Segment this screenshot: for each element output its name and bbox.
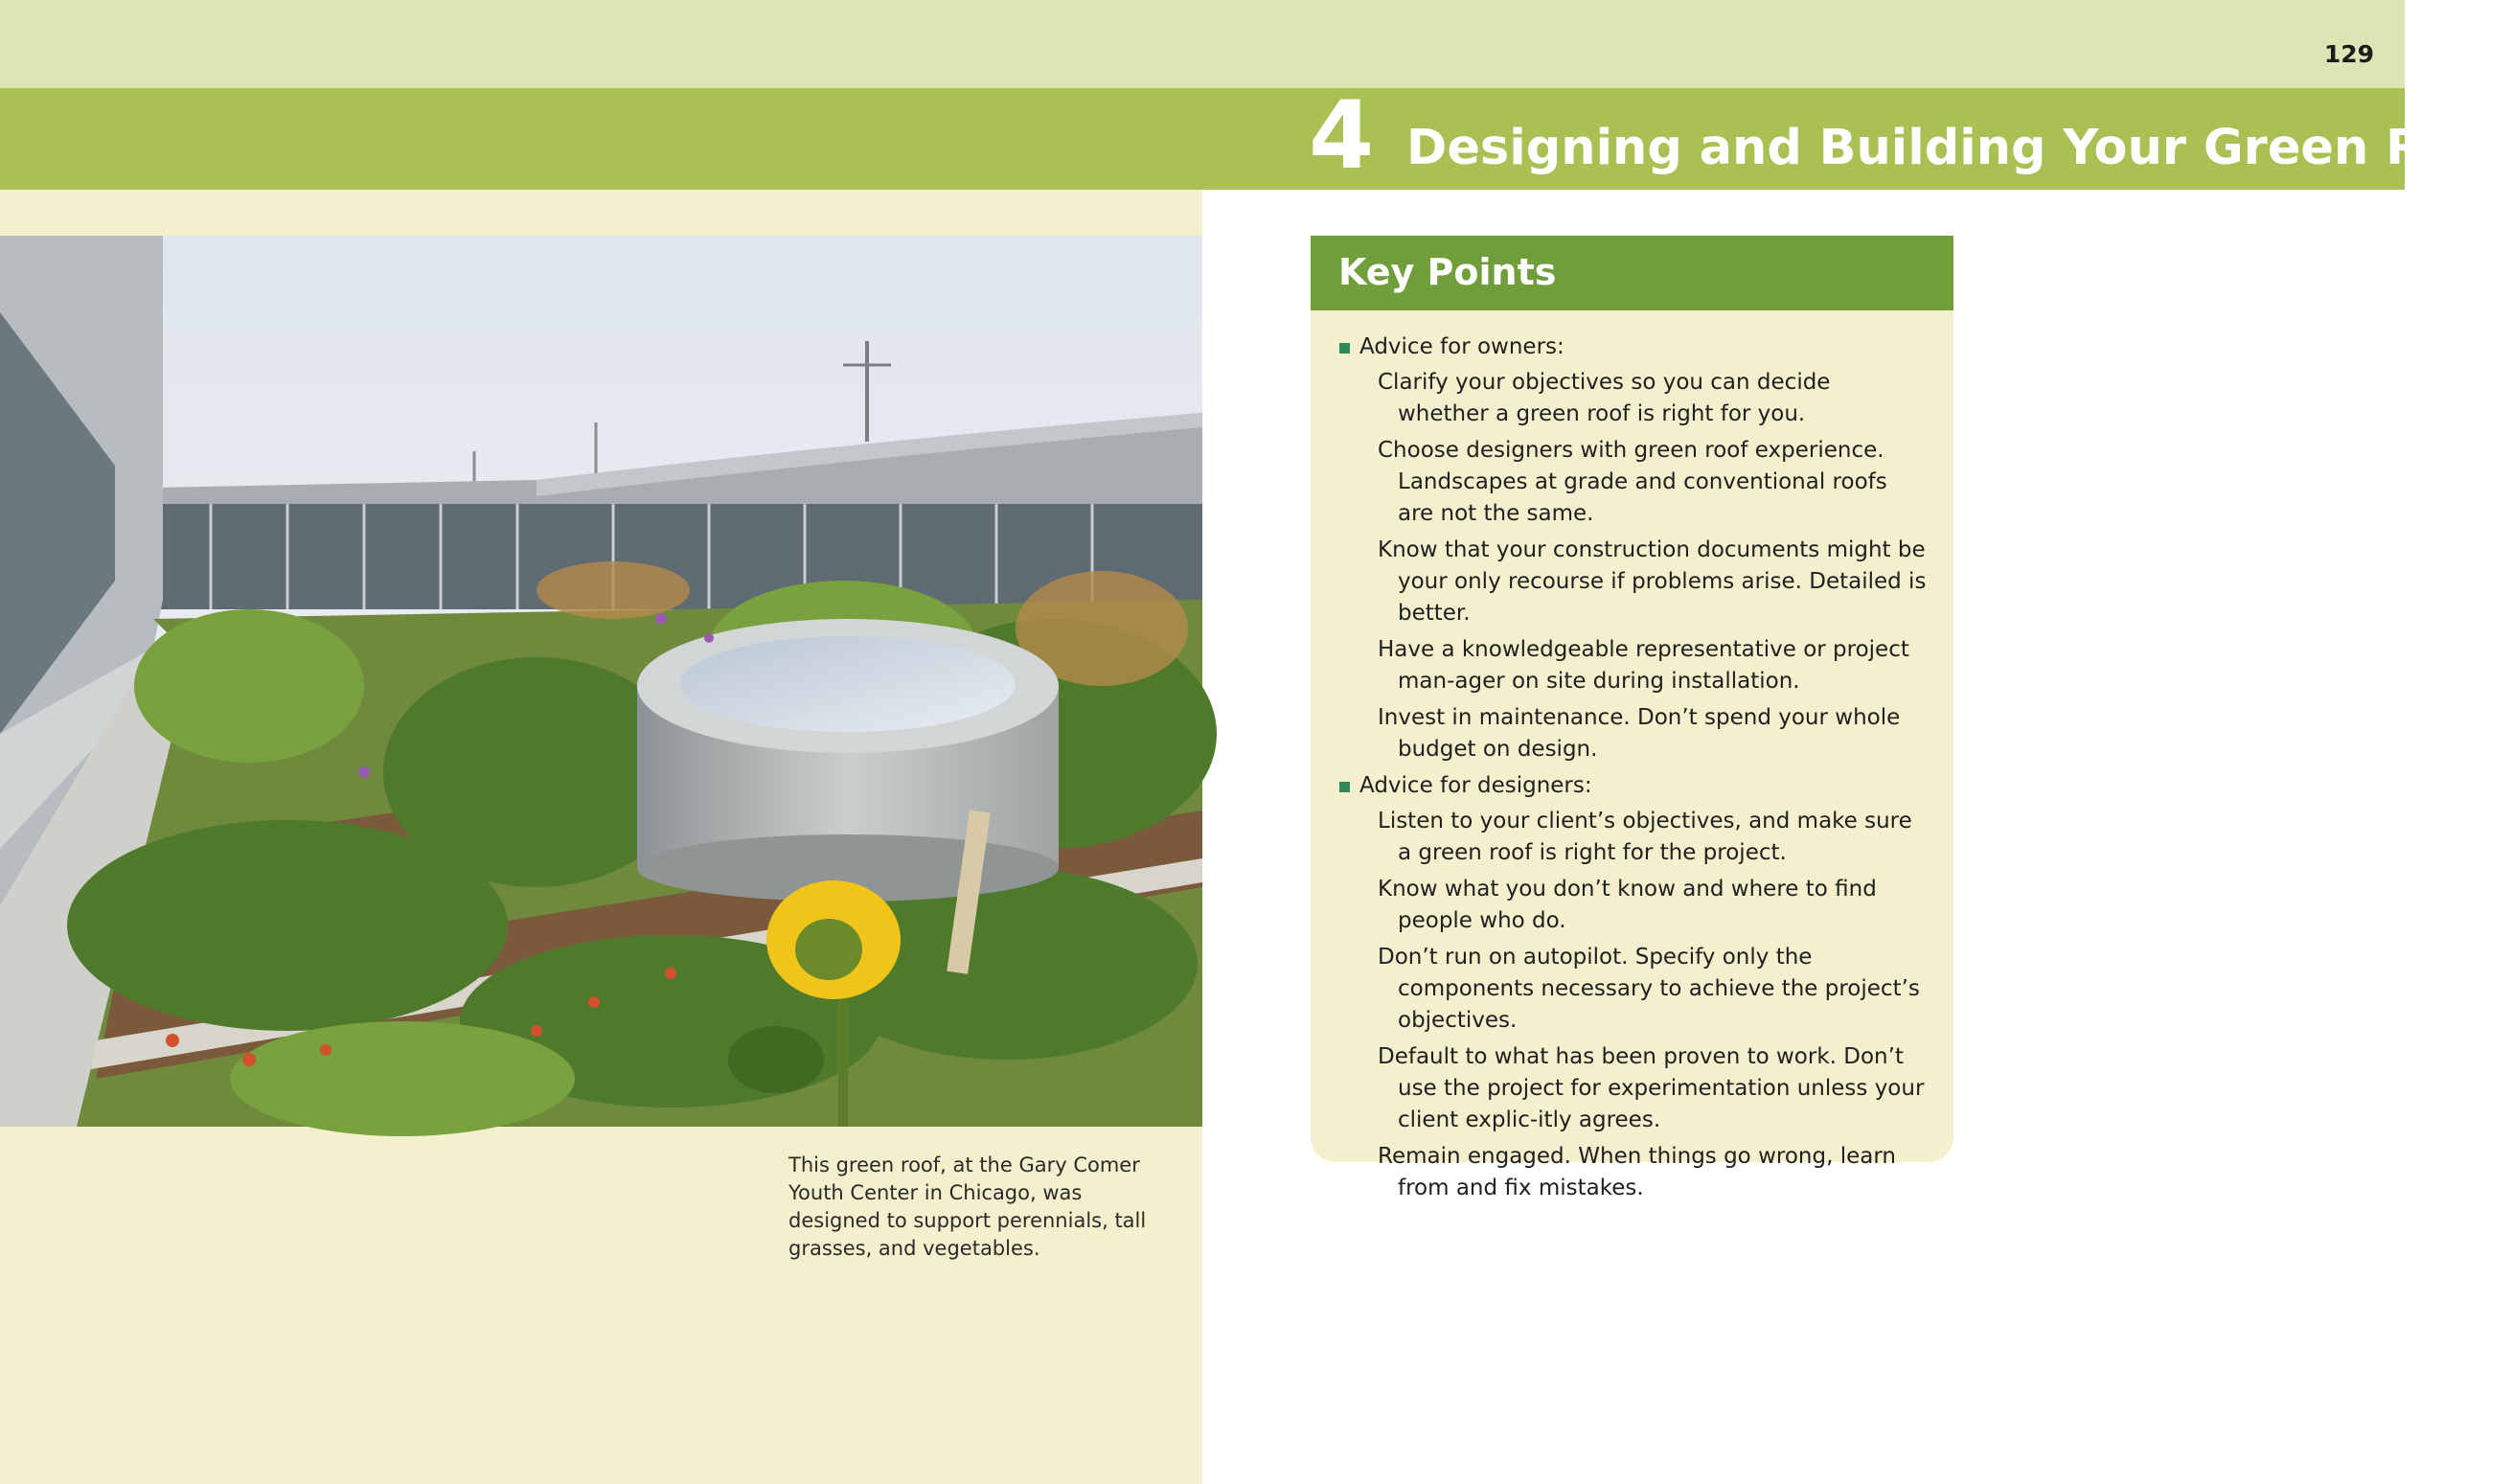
key-points-box xyxy=(1311,236,1953,1200)
photo-caption: This green roof, at the Gary Comer Youth Center in Chicago, was designed to support perennials, tall grasses, and vegetables. xyxy=(788,1153,1147,1260)
list-item: Know that your construction documents might be your only recourse if problems arise. Detailed is better. xyxy=(1378,537,1927,626)
section-heading xyxy=(1337,770,1927,802)
section-heading-text: Advice for owners: xyxy=(1359,334,1564,359)
list-item: Remain engaged. When things go wrong, learn from and fix mistakes. xyxy=(1378,1144,1896,1200)
chapter-number: 4 xyxy=(1309,81,1375,191)
page-number: 129 xyxy=(2323,40,2374,68)
square-bullet-icon xyxy=(1339,782,1350,792)
green-roof-photo xyxy=(0,236,1202,1127)
list-item: Know what you don’t know and where to find people who do. xyxy=(1378,877,1877,933)
section-heading xyxy=(1337,331,1927,363)
square-bullet-icon xyxy=(1339,343,1350,354)
list-item: Don’t run on autopilot. Specify only the components necessary to achieve the project’s objectives. xyxy=(1378,945,1920,1033)
chapter-title: Designing and Building Your Green Roof xyxy=(1406,120,2512,176)
list-item: Invest in maintenance. Don’t spend your whole budget on design. xyxy=(1378,705,1901,762)
key-points-section-owners xyxy=(1337,331,1927,765)
list-item: Listen to your client’s objectives, and make sure a green roof is right for the project. xyxy=(1378,809,1912,865)
list-item: Clarify your objectives so you can decide whether a green roof is right for you. xyxy=(1378,370,1831,426)
key-points-header xyxy=(1311,236,1953,310)
list-item: Have a knowledgeable representative or project man-ager on site during installation. xyxy=(1378,637,1909,694)
key-points-body xyxy=(1311,310,1953,1204)
list-item: Choose designers with green roof experience. Landscapes at grade and conventional roofs are not the same. xyxy=(1378,438,1887,526)
top-band xyxy=(0,0,2405,88)
key-points-section-designers xyxy=(1337,770,1927,1204)
section-heading-text: Advice for designers: xyxy=(1359,773,1592,798)
list-item: Default to what has been proven to work. Don’t use the project for experimentation unless your client explic-itly agrees. xyxy=(1378,1044,1925,1132)
key-points-title: Key Points xyxy=(1338,251,1557,293)
